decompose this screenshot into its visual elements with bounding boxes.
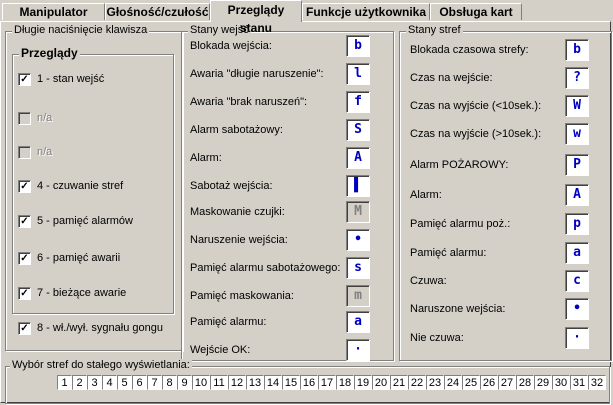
zone-select-cell[interactable]: 22 — [408, 375, 426, 390]
zone-select-cell[interactable]: 23 — [426, 375, 444, 390]
review-checkbox-label: 7 - bieżące awarie — [37, 287, 127, 299]
review-checkbox-row[interactable] — [18, 285, 126, 301]
inputs-states-title: Stany wejść — [190, 24, 249, 36]
tab-manipulator[interactable]: Manipulator — [2, 3, 105, 20]
zone-select-cell[interactable]: 28 — [516, 375, 534, 390]
zone-select-cell[interactable]: 12 — [228, 375, 246, 390]
zone-select-cell[interactable]: 20 — [372, 375, 390, 390]
gong-checkbox-row[interactable] — [18, 320, 163, 336]
zone-state-char-field[interactable]: ? — [565, 67, 589, 89]
review-checkbox-row[interactable] — [18, 71, 104, 87]
reviews-title: Przeglądy — [21, 46, 78, 60]
input-state-char-field[interactable]: f — [346, 91, 370, 113]
review-checkbox-label: n/a — [37, 146, 53, 158]
review-checkbox-row — [18, 144, 52, 160]
input-state-label: Maskowanie czujki: — [190, 206, 285, 218]
input-state-label: Wejście OK: — [190, 344, 251, 356]
zone-select-cell[interactable]: 21 — [390, 375, 408, 390]
zone-state-label: Alarm: — [410, 189, 442, 201]
review-checkbox-row[interactable] — [18, 213, 133, 229]
zone-select-cell[interactable]: 25 — [462, 375, 480, 390]
zone-select-cell[interactable]: 3 — [87, 375, 102, 390]
input-state-label: Naruszenie wejścia: — [190, 234, 288, 246]
zone-select-cell[interactable]: 7 — [147, 375, 162, 390]
zone-state-char-field[interactable]: c — [565, 270, 589, 292]
review-checkbox[interactable]: ✓ — [18, 180, 31, 193]
zone-state-char-field[interactable]: • — [565, 298, 589, 320]
zone-state-char-field[interactable]: · — [565, 327, 589, 349]
review-checkbox-label: n/a — [37, 112, 53, 124]
review-checkbox-row[interactable] — [18, 178, 123, 194]
gong-checkbox[interactable]: ✓ — [18, 322, 31, 335]
zone-select-cell[interactable]: 30 — [552, 375, 570, 390]
review-checkbox[interactable]: ✓ — [18, 73, 31, 86]
zone-select-cell[interactable]: 32 — [588, 375, 606, 390]
tab-user-functions[interactable]: Funkcje użytkownika — [302, 3, 430, 20]
zone-select-cell[interactable]: 16 — [300, 375, 318, 390]
zone-select-cell[interactable]: 14 — [264, 375, 282, 390]
zone-select-cell[interactable]: 1 — [57, 375, 72, 390]
input-state-label: Alarm sabotażowy: — [190, 124, 283, 136]
input-state-char-field[interactable]: A — [346, 147, 370, 169]
gong-label: 8 - wł./wył. sygnału gongu — [37, 322, 163, 334]
input-state-char-field[interactable]: a — [346, 311, 370, 333]
zone-select-cell[interactable]: 31 — [570, 375, 588, 390]
input-state-char-field: M — [346, 201, 370, 223]
input-state-char-field[interactable]: ▌ — [346, 175, 370, 197]
review-checkbox-label: 4 - czuwanie stref — [37, 180, 124, 192]
input-state-label: Pamięć alarmu: — [190, 316, 267, 328]
zone-state-label: Nie czuwa: — [410, 332, 464, 344]
input-state-label: Pamięć alarmu sabotażowego: — [190, 262, 341, 274]
zone-select-strip — [57, 375, 606, 390]
input-state-label: Sabotaż wejścia: — [190, 180, 273, 192]
zone-state-char-field[interactable]: A — [565, 184, 589, 206]
review-checkbox[interactable]: ✓ — [18, 215, 31, 228]
zone-state-label: Czas na wyjście (>10sek.): — [410, 128, 542, 140]
zone-select-cell[interactable]: 8 — [162, 375, 177, 390]
zone-select-cell[interactable]: 18 — [336, 375, 354, 390]
zone-state-label: Alarm POŻAROWY: — [410, 159, 509, 171]
zone-state-label: Czas na wyjście (<10sek.): — [410, 100, 542, 112]
input-state-label: Blokada wejścia: — [190, 40, 272, 52]
zone-select-cell[interactable]: 13 — [246, 375, 264, 390]
input-state-label: Awaria "brak naruszeń": — [190, 96, 308, 108]
zone-select-cell[interactable]: 2 — [72, 375, 87, 390]
zone-select-cell[interactable]: 6 — [132, 375, 147, 390]
zone-state-char-field[interactable]: a — [565, 242, 589, 264]
review-checkbox-label: 6 - pamięć awarii — [37, 252, 121, 264]
zone-select-cell[interactable]: 29 — [534, 375, 552, 390]
zone-state-label: Blokada czasowa strefy: — [410, 44, 529, 56]
zone-select-cell[interactable]: 9 — [177, 375, 192, 390]
review-checkbox[interactable]: ✓ — [18, 252, 31, 265]
zone-state-char-field[interactable]: b — [565, 39, 589, 61]
input-state-char-field[interactable]: · — [346, 339, 370, 361]
zone-select-cell[interactable]: 27 — [498, 375, 516, 390]
input-state-char-field[interactable]: • — [346, 229, 370, 251]
zone-state-char-field[interactable]: P — [565, 154, 589, 176]
zone-state-label: Pamięć alarmu: — [410, 247, 487, 259]
input-state-char-field[interactable]: s — [346, 257, 370, 279]
tab-status-reviews[interactable]: Przeglądy stanu — [210, 0, 302, 22]
review-checkbox[interactable]: ✓ — [18, 287, 31, 300]
tab-volume-sensitivity[interactable]: Głośność/czułość — [106, 5, 209, 19]
zones-states-title: Stany stref — [408, 24, 461, 36]
zone-state-char-field[interactable]: p — [565, 213, 589, 235]
input-state-label: Awaria "długie naruszenie": — [190, 68, 324, 80]
input-state-label: Alarm: — [190, 152, 222, 164]
tab-card-handling[interactable]: Obsługa kart — [430, 3, 522, 20]
zone-state-char-field[interactable]: W — [565, 95, 589, 117]
zone-state-char-field[interactable]: w — [565, 123, 589, 145]
zone-state-label: Naruszone wejścia: — [410, 303, 506, 315]
zone-state-label: Czuwa: — [410, 275, 447, 287]
zone-select-cell[interactable]: 15 — [282, 375, 300, 390]
zone-select-title: Wybór stref do stałego wyświetlania: — [12, 359, 190, 371]
input-state-char-field[interactable]: b — [346, 35, 370, 57]
input-state-char-field: m — [346, 285, 370, 307]
input-state-char-field[interactable]: S — [346, 119, 370, 141]
zone-select-cell[interactable]: 5 — [117, 375, 132, 390]
zone-select-cell[interactable]: 26 — [480, 375, 498, 390]
input-state-label: Pamięć maskowania: — [190, 290, 294, 302]
zone-select-cell[interactable]: 4 — [102, 375, 117, 390]
zone-select-cell[interactable]: 24 — [444, 375, 462, 390]
zone-select-cell[interactable]: 17 — [318, 375, 336, 390]
zone-state-label: Czas na wejście: — [410, 72, 493, 84]
review-checkbox-row[interactable] — [18, 250, 120, 266]
zone-select-cell[interactable]: 19 — [354, 375, 372, 390]
review-checkbox — [18, 112, 31, 125]
long-press-title: Długie naciśnięcie klawisza — [14, 24, 148, 36]
zone-select-cell[interactable]: 10 — [192, 375, 210, 390]
zone-select-cell[interactable]: 11 — [210, 375, 228, 390]
review-checkbox — [18, 146, 31, 159]
review-checkbox-label: 1 - stan wejść — [37, 73, 105, 85]
zone-state-label: Pamięć alarmu poż.: — [410, 218, 511, 230]
review-checkbox-label: 5 - pamięć alarmów — [37, 215, 133, 227]
input-state-char-field[interactable]: l — [346, 63, 370, 85]
review-checkbox-row — [18, 110, 52, 126]
